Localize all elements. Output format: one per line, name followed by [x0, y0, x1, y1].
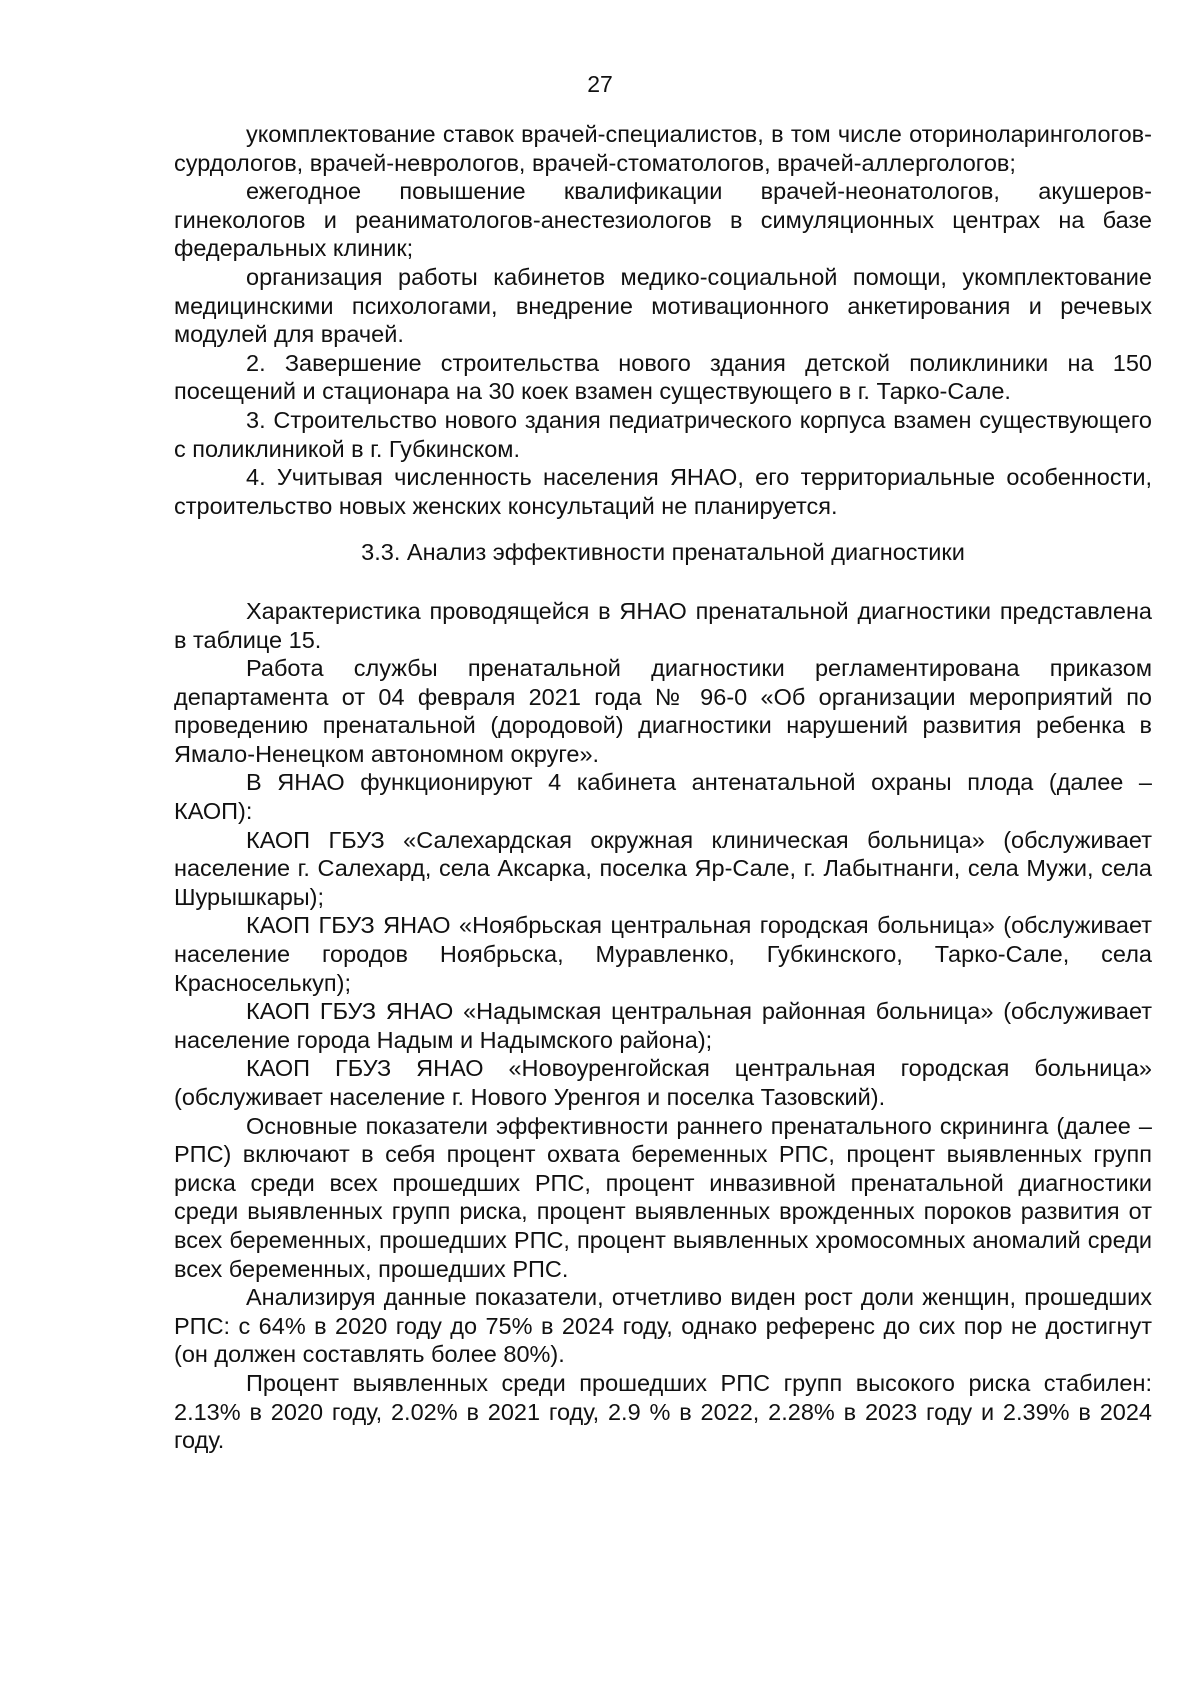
- paragraph: 3. Строительство нового здания педиатрического корпуса взамен существующего с поликлиникой в г. Губкинском.: [174, 406, 1152, 462]
- paragraph: Процент выявленных среди прошедших РПС групп высокого риска стабилен: 2.13% в 2020 году, 2.02% в 2021 году, 2.9 % в 2022, 2.28% в 2023 году и 2.39% в 2024 году.: [174, 1369, 1152, 1454]
- paragraph: КАОП ГБУЗ ЯНАО «Новоуренгойская центральная городская больница» (обслуживает население г. Нового Уренгоя и поселка Тазовский).: [174, 1055, 1152, 1110]
- paragraph: 4. Учитывая численность населения ЯНАО, его территориальные особенности, строительство новых женских консультаций не планируется.: [174, 464, 1152, 519]
- page-number: 27: [587, 71, 613, 97]
- paragraph: Характеристика проводящейся в ЯНАО пренатальной диагностики представлена в таблице 15.: [174, 597, 1152, 653]
- paragraph: КАОП ГБУЗ ЯНАО «Надымская центральная районная больница» (обслуживает население города Надым и Надымского района);: [174, 998, 1152, 1053]
- paragraph: организация работы кабинетов медико-социальной помощи, укомплектование медицинскими психологами, внедрение мотивационного анкетирования и речевых модулей для врачей.: [174, 263, 1152, 348]
- paragraph: укомплектование ставок врачей-специалистов, в том числе оториноларингологов-сурдологов, врачей-неврологов, врачей-стоматологов, врачей-аллергологов;: [174, 121, 1152, 176]
- paragraph: КАОП ГБУЗ ЯНАО «Ноябрьская центральная городская больница» (обслуживает население городов Ноябрьска, Муравленко, Губкинского, Тарко-Сале, села Красноселькуп);: [174, 912, 1152, 996]
- paragraph: 2. Завершение строительства нового здания детской поликлиники на 150 посещений и стационара на 30 коек взамен существующего в г. Тарко-Сале.: [174, 349, 1152, 405]
- paragraph: Основные показатели эффективности раннего пренатального скрининга (далее – РПС) включают в себя процент охвата беременных РПС, процент выявленных групп риска среди всех прошедших РПС, процент инвазивной пренатальной диагностики среди выявленных групп риска, процент выявленных врожденных пороков развития от всех беременных, прошедших РПС, процент выявленных хромосомных аномалий среди всех беременных, прошедших РПС.: [174, 1112, 1152, 1282]
- paragraph: ежегодное повышение квалификации врачей-неонатологов, акушеров-гинекологов и реаниматологов-анестезиологов в симуляционных центрах на базе федеральных клиник;: [174, 178, 1152, 262]
- paragraph: В ЯНАО функционируют 4 кабинета антенатальной охраны плода (далее – КАОП):: [174, 769, 1152, 825]
- paragraph: Работа службы пренатальной диагностики регламентирована приказом департамента от 04 февраля 2021 года № 96-0 «Об организации мероприятий по проведению пренатальной (дородовой) диагностики нарушений развития ребенка в Ямало-Ненецком автономном округе».: [174, 655, 1152, 767]
- document-body: [174, 120, 1152, 1455]
- paragraph: КАОП ГБУЗ «Салехардская окружная клиническая больница» (обслуживает население г. Салехард, села Аксарка, поселка Яр-Сале, г. Лабытнанги, села Мужи, села Шурышкары);: [174, 826, 1152, 910]
- section-heading: 3.3. Анализ эффективности пренатальной диагностики: [361, 539, 965, 566]
- paragraph: Анализируя данные показатели, отчетливо виден рост доли женщин, прошедших РПС: с 64% в 2020 году до 75% в 2024 году, однако референс до сих пор не достигнут (он должен составлять более 80%).: [174, 1284, 1152, 1368]
- section-heading-block: [174, 520, 1152, 597]
